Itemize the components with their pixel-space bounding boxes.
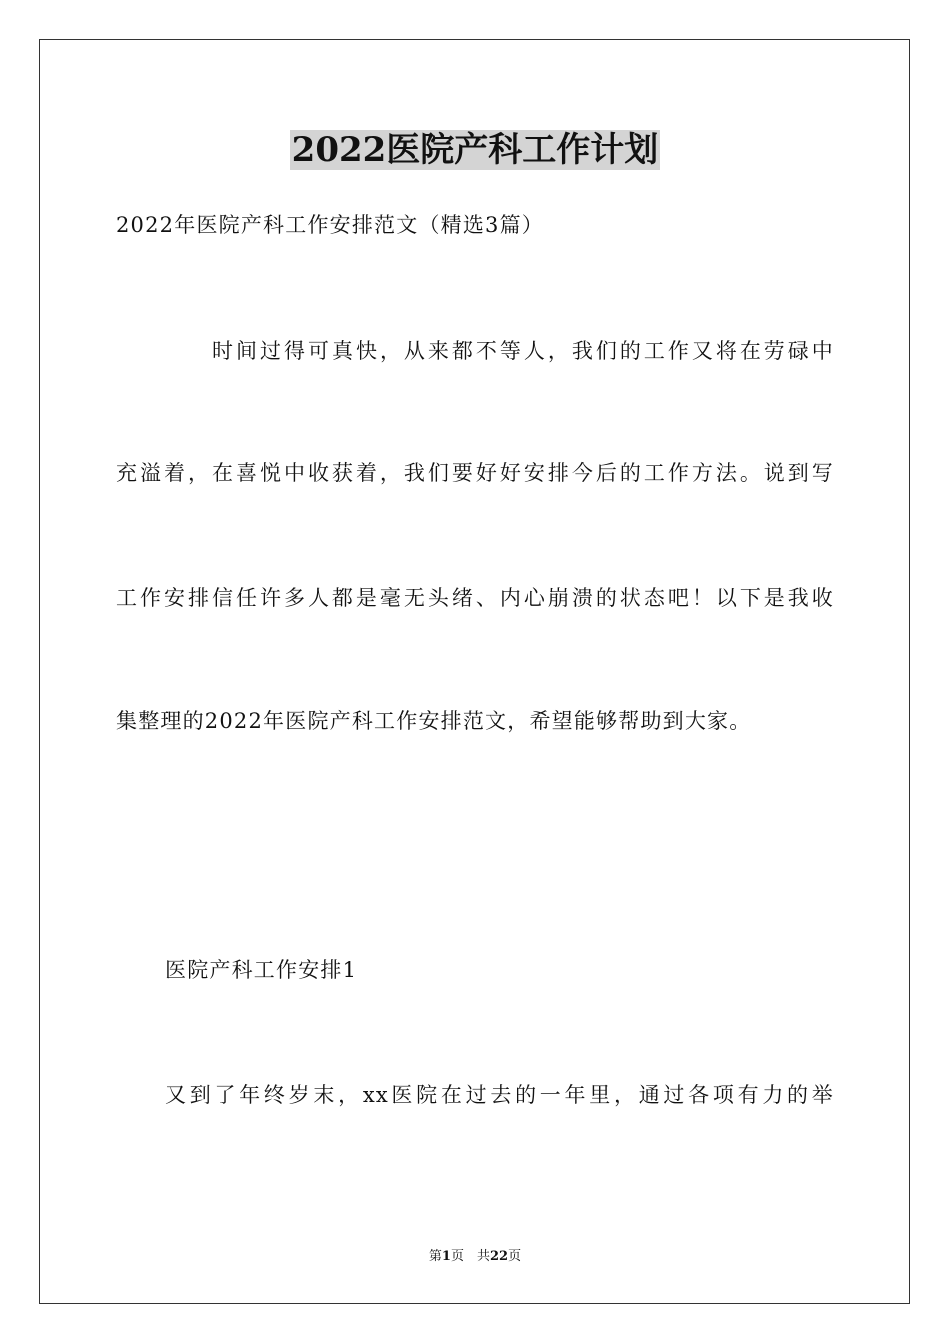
footer-page-suffix: 页 xyxy=(508,1249,522,1264)
paragraph-line-2: 充溢着，在喜悦中收获着，我们要好好安排今后的工作方法。说到写 xyxy=(116,461,834,485)
section-heading: 医院产科工作安排1 xyxy=(165,958,358,982)
paragraph-line-1: 时间过得可真快，从来都不等人，我们的工作又将在劳碌中 xyxy=(212,339,834,363)
footer-total-pages: 22 xyxy=(489,1249,509,1264)
footer-page-prefix: 第 xyxy=(428,1249,442,1264)
document-title xyxy=(0,128,950,172)
document-title-text: 2022医院产科工作计划 xyxy=(291,130,659,170)
footer-current-page: 1 xyxy=(441,1249,451,1264)
paragraph-line-3: 工作安排信任许多人都是毫无头绪、内心崩溃的状态吧！以下是我收 xyxy=(116,586,834,610)
paragraph-line-4: 集整理的2022年医院产科工作安排范文，希望能够帮助到大家。 xyxy=(116,709,752,733)
document-subtitle: 2022年医院产科工作安排范文（精选3篇） xyxy=(116,213,545,237)
page-footer xyxy=(0,1248,950,1266)
footer-page-mid: 页 共 xyxy=(450,1249,490,1264)
section-paragraph-line-1: 又到了年终岁末，xx医院在过去的一年里，通过各项有力的举 xyxy=(165,1083,834,1107)
